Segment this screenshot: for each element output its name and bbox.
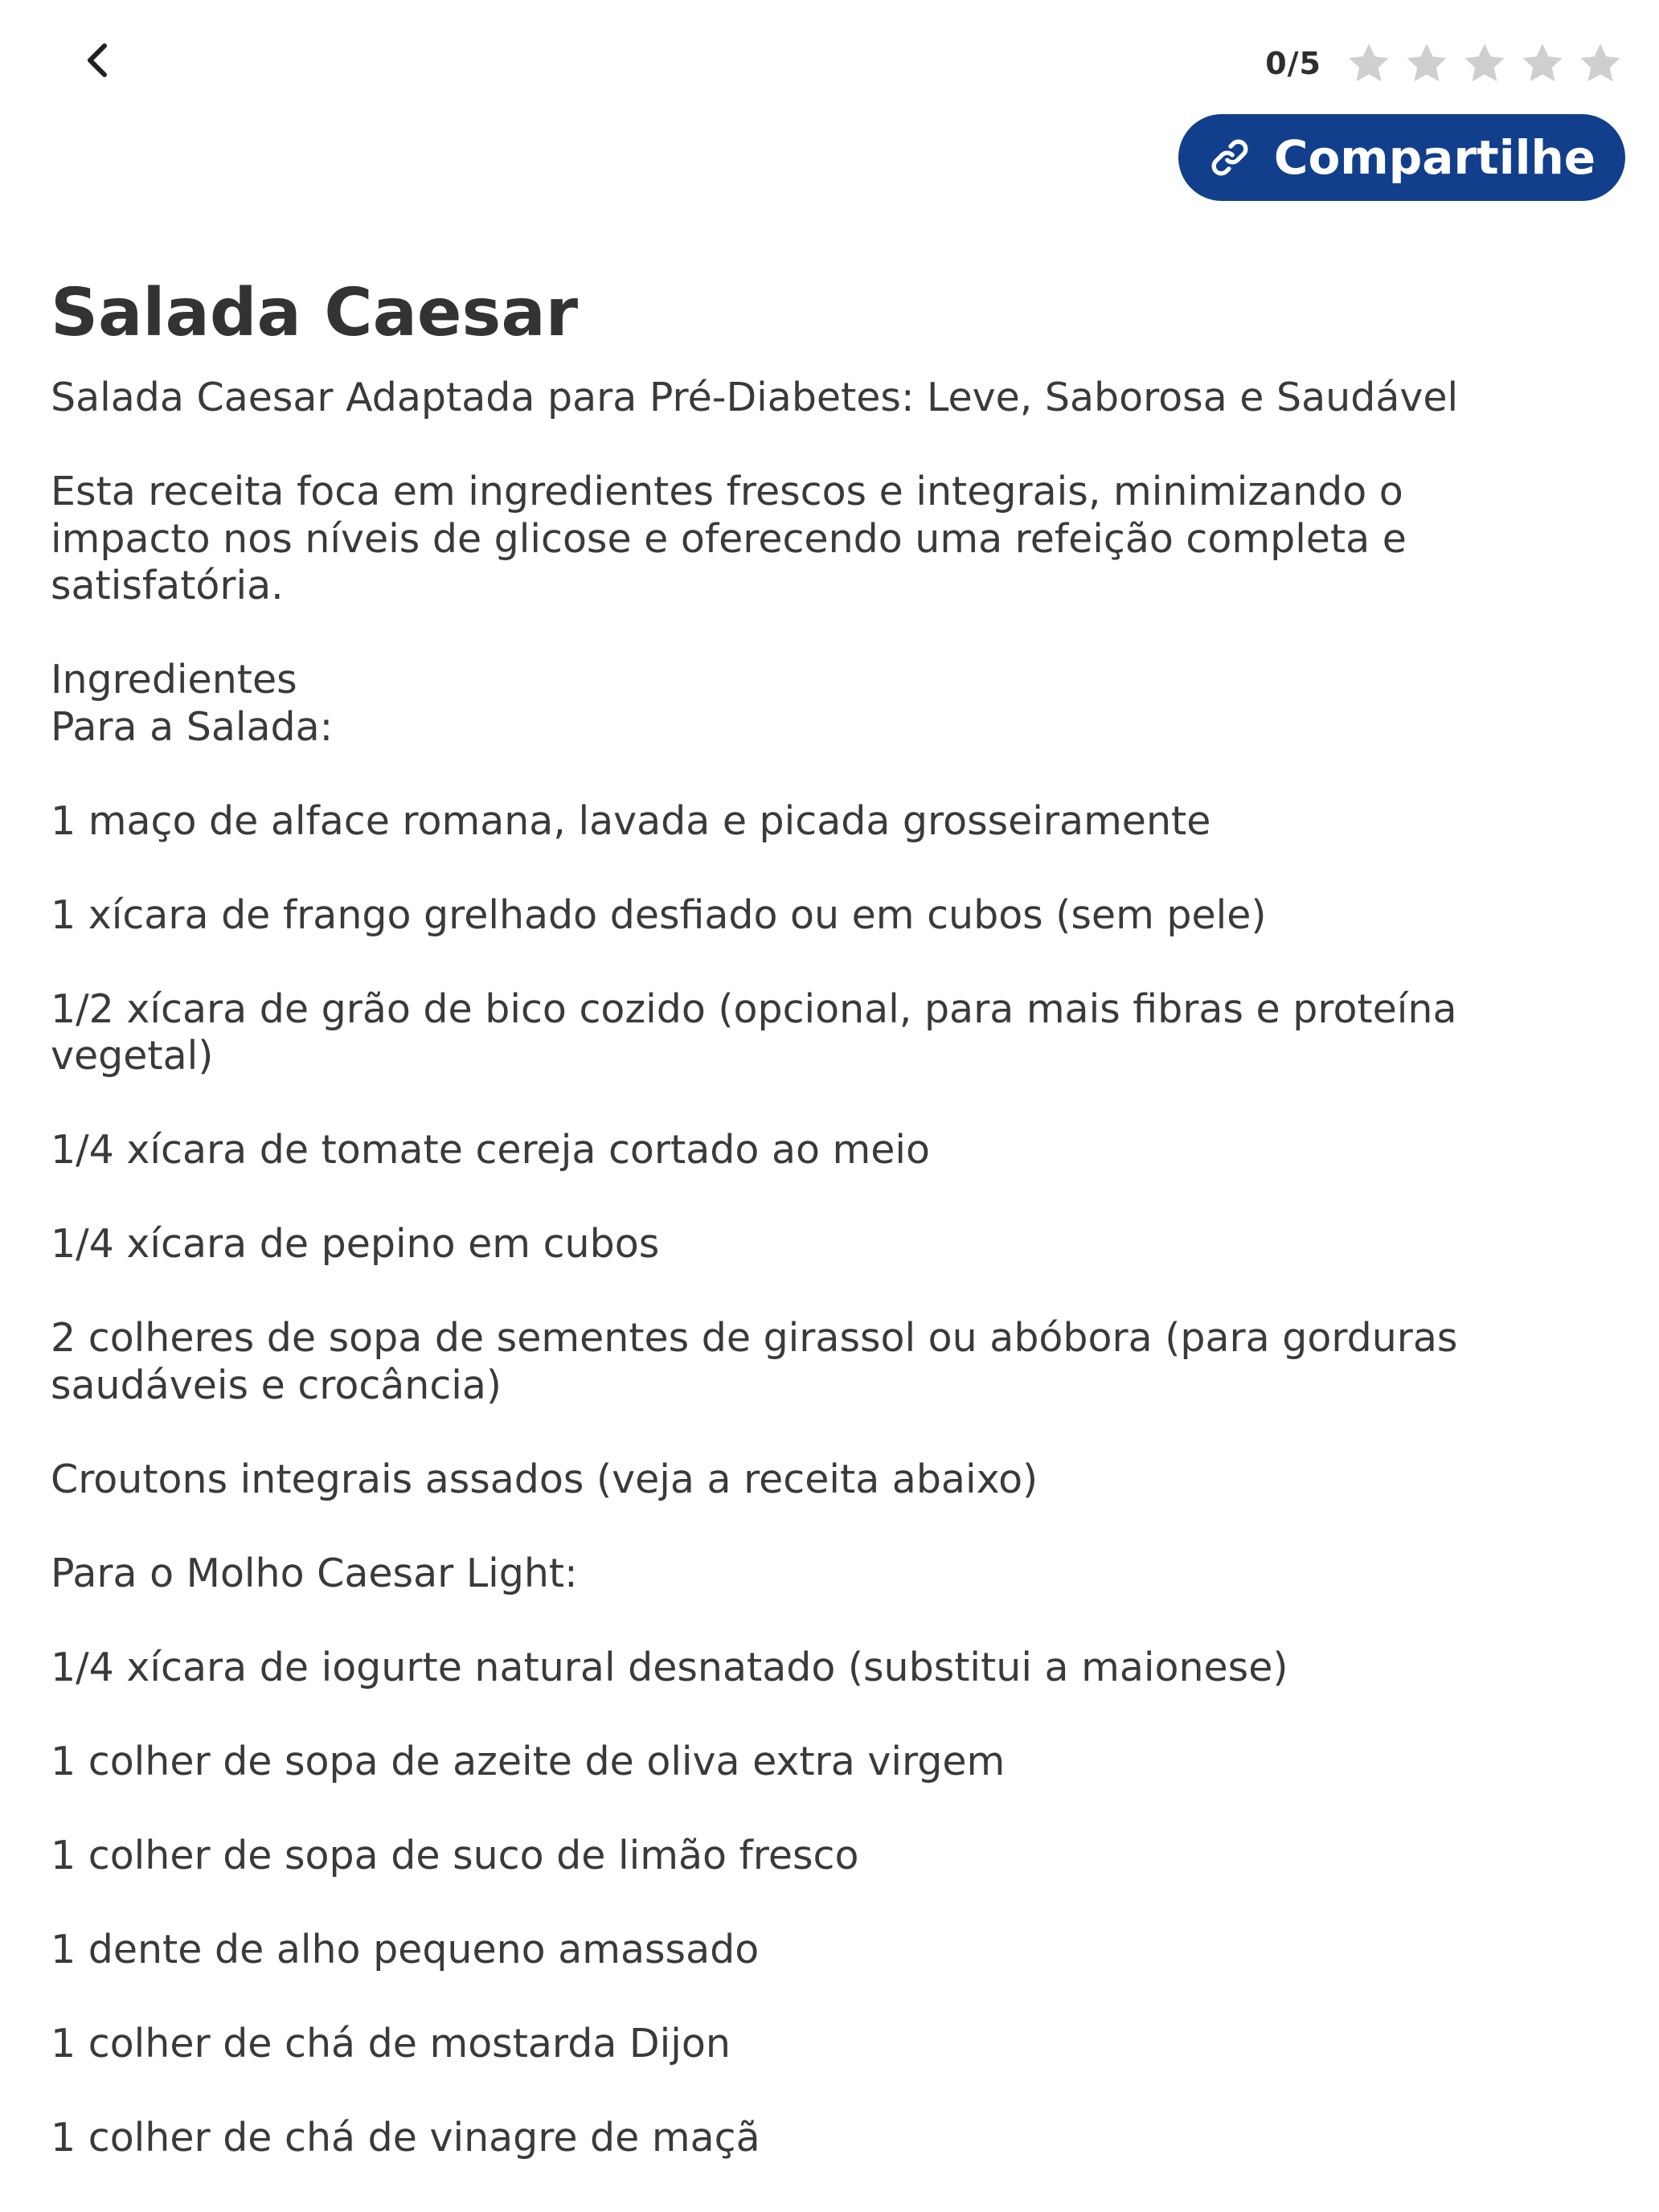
rating-widget [1265, 35, 1624, 92]
dressing-item: 1 colher de sopa de suco de limão fresco [51, 1832, 859, 1878]
dressing-item: 1 dente de alho pequeno amassado [51, 1926, 760, 1972]
ingredients-heading: Ingredientes [51, 657, 297, 703]
salad-item: 2 colheres de sopa de sementes de girassol ou abóbora (para gorduras saudáveis e crocância) [51, 1315, 1458, 1408]
salad-heading: Para a Salada: [51, 703, 334, 750]
recipe-body [51, 375, 1562, 2161]
salad-item: 1/4 xícara de tomate cereja cortado ao meio [51, 1127, 931, 1173]
dressing-item: 1 colher de chá de mostarda Dijon [51, 2020, 731, 2067]
star-icon-3[interactable] [1461, 40, 1508, 87]
recipe-subtitle: Salada Caesar Adaptada para Pré-Diabetes: Leve, Saborosa e Saudável [51, 375, 1459, 420]
link-icon [1208, 136, 1251, 179]
salad-item: 1 xícara de frango grelhado desfiado ou em cubos (sem pele) [51, 891, 1267, 938]
share-button-label: Compartilhe [1273, 130, 1596, 185]
recipe-intro: Esta receita foca em ingredientes frescos e integrais, minimizando o impacto nos níveis de glicose e oferecendo uma refeição completa e satisfatória. [51, 469, 1407, 608]
salad-item: 1/4 xícara de pepino em cubos [51, 1221, 660, 1267]
share-button[interactable] [1178, 114, 1625, 201]
star-icon-2[interactable] [1403, 40, 1450, 87]
salad-item: Croutons integrais assados (veja a receita abaixo) [51, 1456, 1038, 1502]
star-icon-5[interactable] [1577, 40, 1624, 87]
star-rating[interactable] [1346, 40, 1624, 87]
chevron-left-icon [85, 43, 109, 78]
back-button[interactable] [74, 37, 121, 84]
salad-item: 1/2 xícara de grão de bico cozido (opcional, para mais fibras e proteína vegetal) [51, 985, 1457, 1079]
dressing-item: 1 colher de chá de vinagre de maçã [51, 2114, 760, 2161]
salad-item: 1 maço de alface romana, lavada e picada grosseiramente [51, 797, 1211, 844]
recipe-content [51, 273, 1562, 2209]
star-icon-1[interactable] [1346, 40, 1392, 87]
dressing-item: 1/4 xícara de iogurte natural desnatado (substitui a maionese) [51, 1644, 1288, 1690]
page-title: Salada Caesar [51, 275, 579, 351]
dressing-heading: Para o Molho Caesar Light: [51, 1550, 578, 1596]
star-icon-4[interactable] [1519, 40, 1566, 87]
dressing-item: 1 colher de sopa de azeite de oliva extra virgem [51, 1738, 1006, 1784]
rating-text: 0/5 [1265, 46, 1321, 81]
